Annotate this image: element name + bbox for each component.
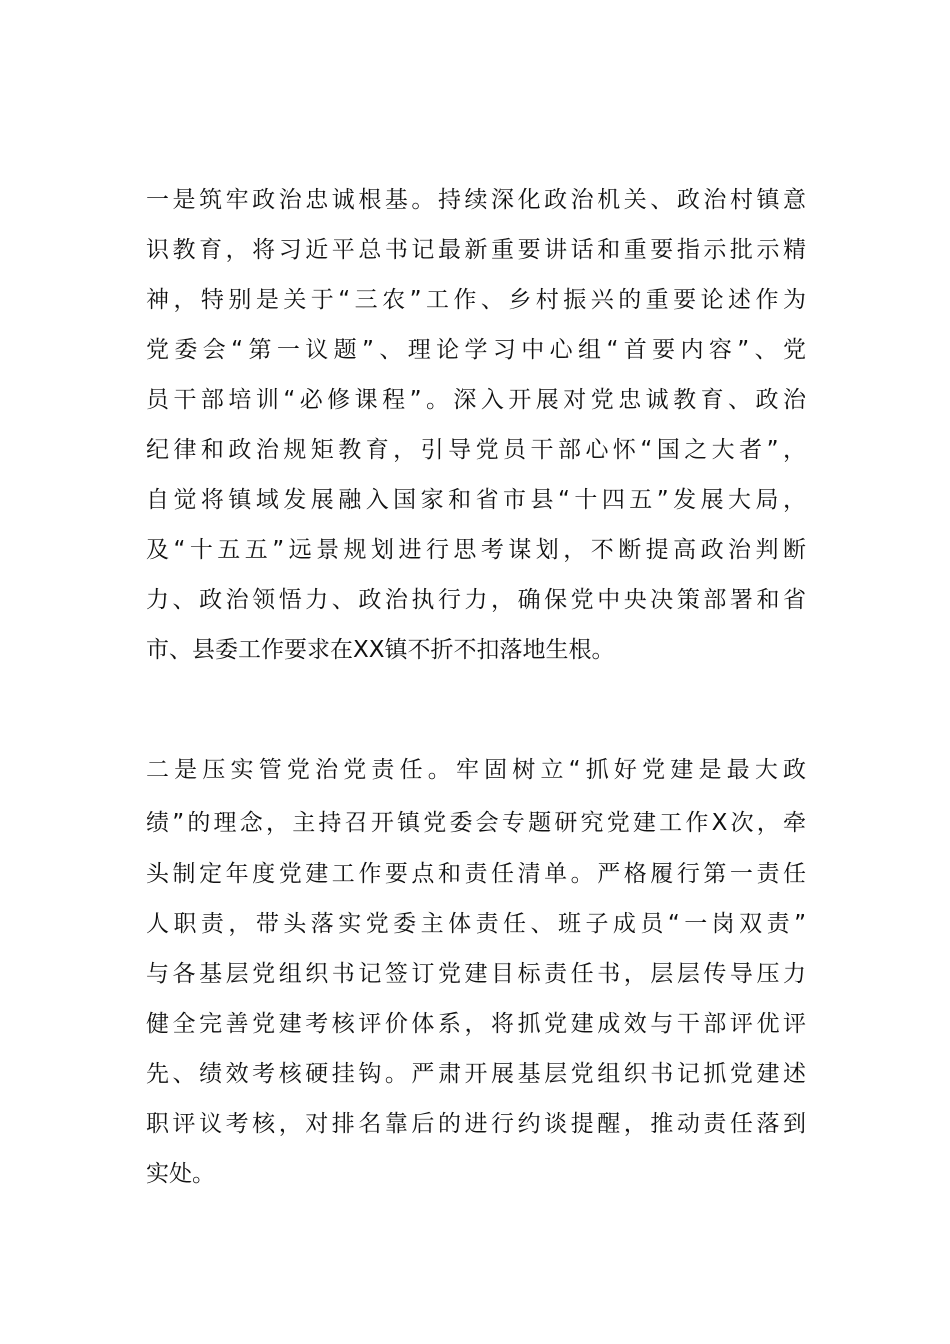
paragraph-2-line: 人职责，带头落实党委主体责任、班子成员“一岗双责” bbox=[146, 911, 806, 937]
paragraph-1-line: 一是筑牢政治忠诚根基。持续深化政治机关、政治村镇意 bbox=[146, 187, 806, 213]
paragraph-2-line: 实处。 bbox=[146, 1161, 215, 1187]
paragraph-1-line: 神，特别是关于“三农”工作、乡村振兴的重要论述作为 bbox=[146, 287, 806, 313]
paragraph-1-line: 自觉将镇域发展融入国家和省市县“十四五”发展大局， bbox=[146, 487, 806, 513]
paragraph-1-line: 识教育，将习近平总书记最新重要讲话和重要指示批示精 bbox=[146, 237, 806, 263]
paragraph-2-line: 先、绩效考核硬挂钩。严肃开展基层党组织书记抓党建述 bbox=[146, 1061, 806, 1087]
paragraph-1-line: 力、政治领悟力、政治执行力，确保党中央决策部署和省 bbox=[146, 587, 806, 613]
paragraph-2-line: 职评议考核，对排名靠后的进行约谈提醒，推动责任落到 bbox=[146, 1111, 806, 1137]
paragraph-1-line: 员干部培训“必修课程”。深入开展对党忠诚教育、政治 bbox=[146, 387, 806, 413]
paragraph-1-line: 市、县委工作要求在XX镇不折不扣落地生根。 bbox=[146, 637, 615, 663]
paragraph-2-line: 头制定年度党建工作要点和责任清单。严格履行第一责任 bbox=[146, 861, 806, 887]
paragraph-2-line: 与各基层党组织书记签订党建目标责任书，层层传导压力 bbox=[146, 961, 806, 987]
paragraph-2-line: 绩”的理念，主持召开镇党委会专题研究党建工作X次，牵 bbox=[146, 810, 806, 836]
paragraph-2-line: 二是压实管党治党责任。牢固树立“抓好党建是最大政 bbox=[146, 757, 806, 783]
paragraph-2-line: 健全完善党建考核评价体系，将抓党建成效与干部评优评 bbox=[146, 1011, 806, 1037]
paragraph-1-line: 党委会“第一议题”、理论学习中心组“首要内容”、党 bbox=[146, 337, 806, 363]
paragraph-1-line: 及“十五五”远景规划进行思考谋划，不断提高政治判断 bbox=[146, 537, 806, 563]
paragraph-1-line: 纪律和政治规矩教育，引导党员干部心怀“国之大者”， bbox=[146, 437, 806, 463]
